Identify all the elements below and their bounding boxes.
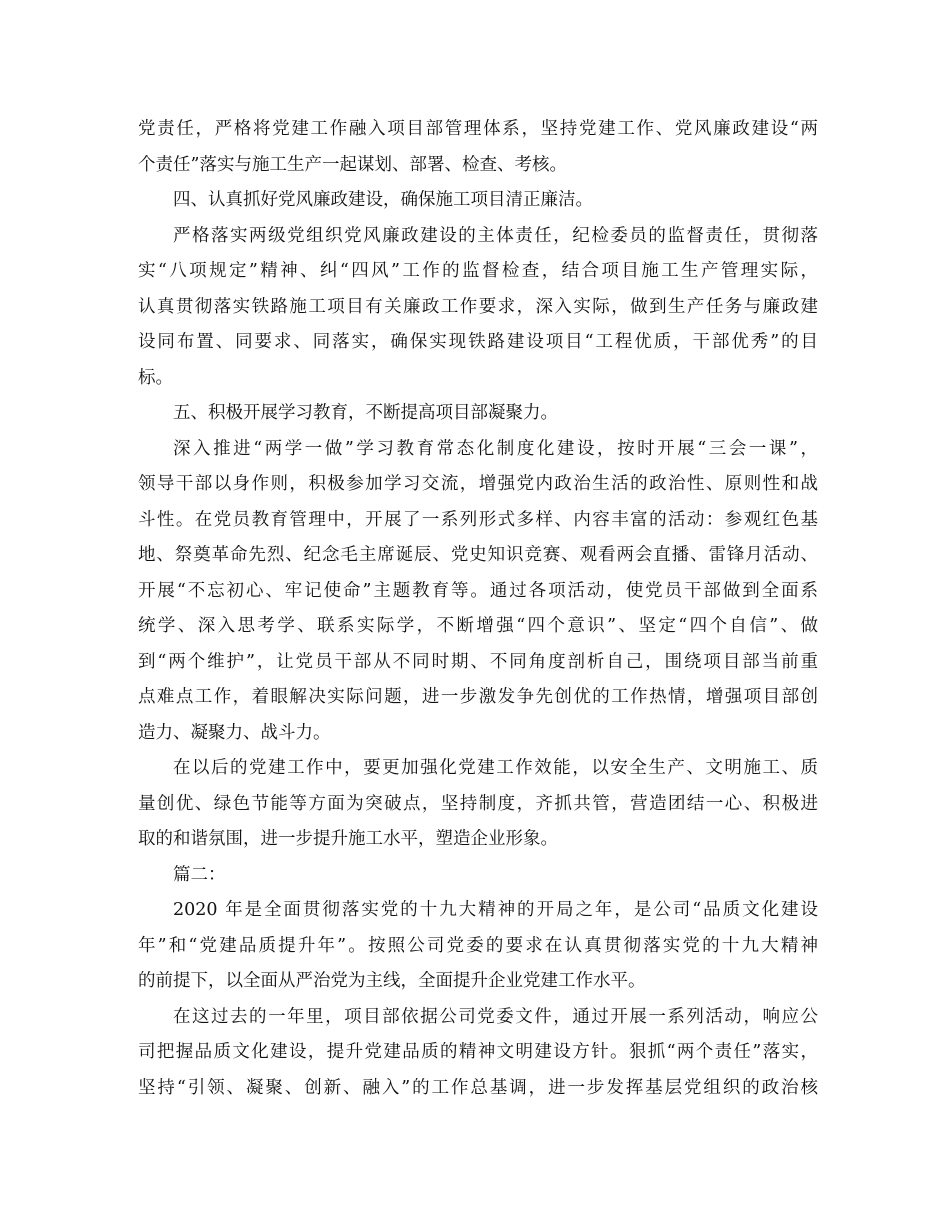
text-line: 年”和“党建品质提升年”。按照公司党委的要求在认真贯彻落实党的十九大精神 (138, 935, 818, 956)
text-line: 取的和谐氛围，进一步提升施工水平，塑造企业形象。 (138, 829, 558, 849)
text-line: 在以后的党建工作中，要更加强化党建工作效能，以安全生产、文明施工、质 (173, 758, 818, 778)
text-line: 认真贯彻落实铁路施工项目有关廉政工作要求，深入实际，做到生产任务与廉政建 (138, 296, 818, 317)
document-body (138, 112, 818, 1106)
text-line: 造力、凝聚力、战斗力。 (138, 722, 331, 743)
text-line: 地、祭奠革命先烈、纪念毛主席诞辰、党史知识竞赛、观看两会直播、雷锋月活动、 (138, 545, 818, 565)
text-line: 到“两个维护”，让党员干部从不同时期、不同角度剖析自己，围绕项目部当前重 (138, 651, 818, 672)
text-line: 四、认真抓好党风廉政建设，确保施工项目清正廉洁。 (173, 190, 593, 210)
text-line: 个责任”落实与施工生产一起谋划、部署、检查、考核。 (138, 154, 567, 175)
text-line: 领导干部以身作则，积极参加学习交流，增强党内政治生活的政治性、原则性和战 (138, 474, 818, 494)
text-line: 设同布置、同要求、同落实，确保实现铁路建设项目“工程优质，干部优秀”的目 (138, 332, 818, 352)
text-line: 斗性。在党员教育管理中，开展了一系列形式多样、内容丰富的活动：参观红色基 (138, 509, 818, 530)
text-line: 统学、深入思考学、联系实际学，不断增强“四个意识”、坚定“四个自信”、做 (138, 616, 818, 636)
text-line: 司把握品质文化建设，提升党建品质的精神文明建设方针。狠抓“两个责任”落实， (138, 1042, 818, 1062)
text-line: 点难点工作，着眼解决实际问题，进一步激发争先创优的工作热情，增强项目部创 (138, 687, 818, 707)
text-line: 标。 (138, 367, 173, 388)
text-line: 篇二： (173, 864, 226, 885)
text-line: 的前提下，以全面从严治党为主线，全面提升企业党建工作水平。 (138, 971, 646, 991)
text-line: 在这过去的一年里，项目部依据公司党委文件，通过开展一系列活动，响应公 (173, 1006, 818, 1027)
text-line: 2020 年是全面贯彻落实党的十九大精神的开局之年，是公司“品质文化建设 (173, 900, 818, 920)
text-line: 量创优、绿色节能等方面为突破点，坚持制度，齐抓共管，营造团结一心、积极进 (138, 793, 818, 814)
text-line: 严格落实两级党组织党风廉政建设的主体责任，纪检委员的监督责任，贯彻落 (173, 225, 818, 246)
text-line: 实“八项规定”精神、纠“四风”工作的监督检查，结合项目施工生产管理实际， (138, 261, 818, 281)
text-line: 坚持“引领、凝聚、创新、融入”的工作总基调，进一步发挥基层党组织的政治核 (138, 1077, 818, 1098)
text-line: 深入推进“两学一做”学习教育常态化制度化建设，按时开展“三会一课”， (173, 438, 818, 459)
text-line: 党责任，严格将党建工作融入项目部管理体系，坚持党建工作、党风廉政建设“两 (138, 119, 818, 139)
text-line: 五、积极开展学习教育，不断提高项目部凝聚力。 (173, 403, 558, 423)
text-line: 开展“不忘初心、牢记使命”主题教育等。通过各项活动，使党员干部做到全面系 (138, 580, 818, 601)
